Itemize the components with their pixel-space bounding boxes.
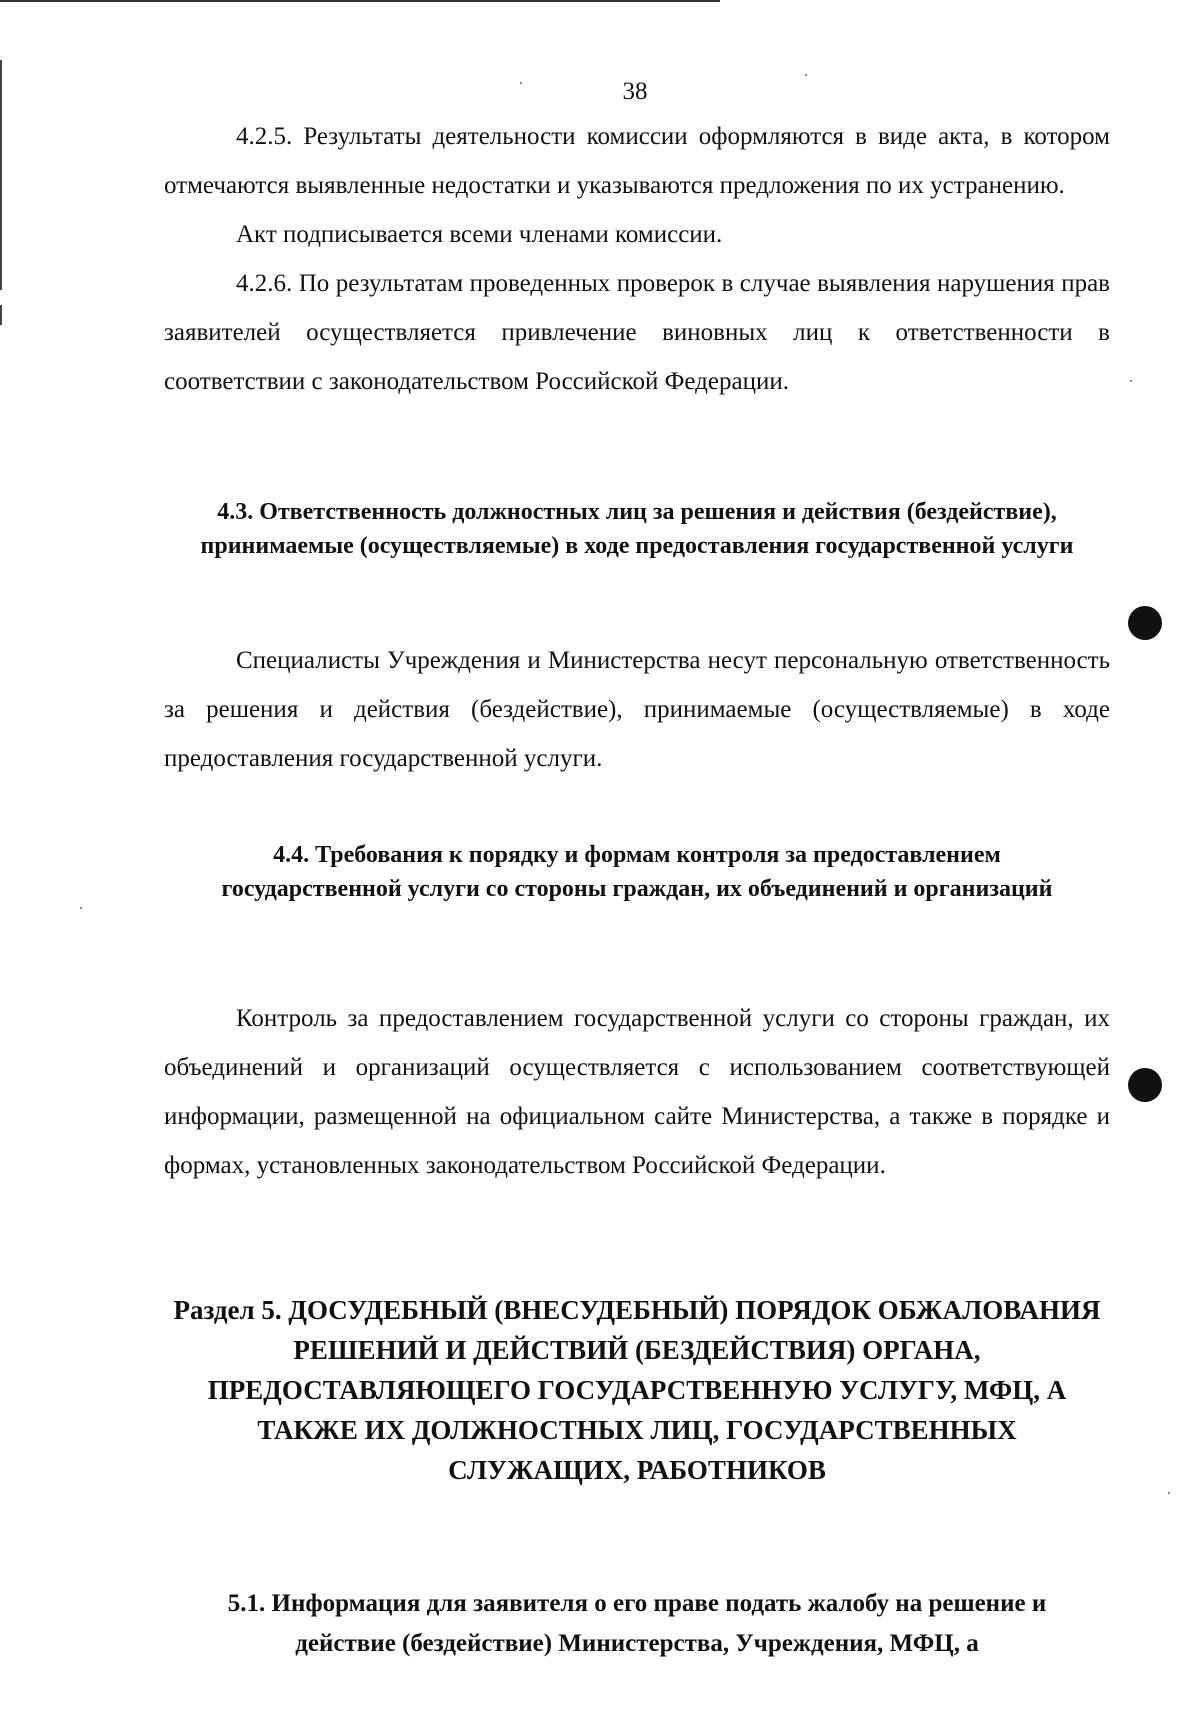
scan-top-border — [0, 0, 720, 2]
paragraph-4-4: Контроль за предоставлением государственной услуги со стороны граждан, их объединений и организаций осуществляется с использованием соответствующей информации, размещенной на официальном сайте Министерства, а также в порядке и формах, установленных законодательством Российской Федерации. — [164, 1005, 1110, 1179]
scan-left-edge-mark — [0, 305, 2, 325]
paragraph-4-4-block — [164, 994, 1110, 1190]
hole-punch-mark — [1128, 1068, 1162, 1102]
paragraph-4-3-block — [164, 636, 1110, 783]
scan-speck — [520, 82, 522, 84]
paragraphs-4-2 — [164, 112, 1110, 406]
heading-5-1: 5.1. Информация для заявителя о его праве подать жалобу на решение и действие (бездействие) Министерства, Учреждения, МФЦ, а — [227, 1590, 1047, 1657]
heading-4-3: 4.3. Ответственность должностных лиц за решения и действия (бездействие), принимаемые (осуществляемые) в ходе предоставления государственной услуги — [200, 499, 1074, 559]
paragraph-4-2-6: 4.2.6. По результатам проведенных проверок в случае выявления нарушения прав заявителей осуществляется привлечение виновных лиц к ответственности в соответствии с законодательством Российской Федерации. — [164, 270, 1110, 395]
page-number: 38 — [622, 78, 648, 105]
paragraph-act-signed: Акт подписывается всеми членами комиссии. — [236, 221, 723, 248]
hole-punch-mark — [1128, 606, 1162, 640]
scan-speck — [1130, 380, 1132, 382]
paragraph-4-2-5: 4.2.5. Результаты деятельности комиссии оформляются в виде акта, в котором отмечаются выявленные недостатки и указываются предложения по их устранению. — [164, 123, 1110, 199]
heading-4-4: 4.4. Требования к порядку и формам контроля за предоставлением государственной услуги со стороны граждан, их объединений и организаций — [221, 842, 1053, 902]
section-5-heading: Раздел 5. ДОСУДЕБНЫЙ (ВНЕСУДЕБНЫЙ) ПОРЯДОК ОБЖАЛОВАНИЯ РЕШЕНИЙ И ДЕЙСТВИЙ (БЕЗДЕЙСТВИЯ) ОРГАНА, ПРЕДОСТАВЛЯЮЩЕГО ГОСУДАРСТВЕННУЮ УСЛУГУ, МФЦ, А ТАКЖЕ ИХ ДОЛЖНОСТНЫХ ЛИЦ, ГОСУДАРСТВЕННЫХ СЛУЖАЩИХ, РАБОТНИКОВ — [173, 1295, 1101, 1485]
scan-speck — [805, 74, 807, 76]
paragraph-4-3: Специалисты Учреждения и Министерства несут персональную ответственность за решения и действия (бездействие), принимаемые (осуществляемые) в ходе предоставления государственной услуги. — [164, 647, 1110, 772]
scan-speck — [80, 907, 82, 909]
scan-speck — [1168, 1492, 1170, 1494]
